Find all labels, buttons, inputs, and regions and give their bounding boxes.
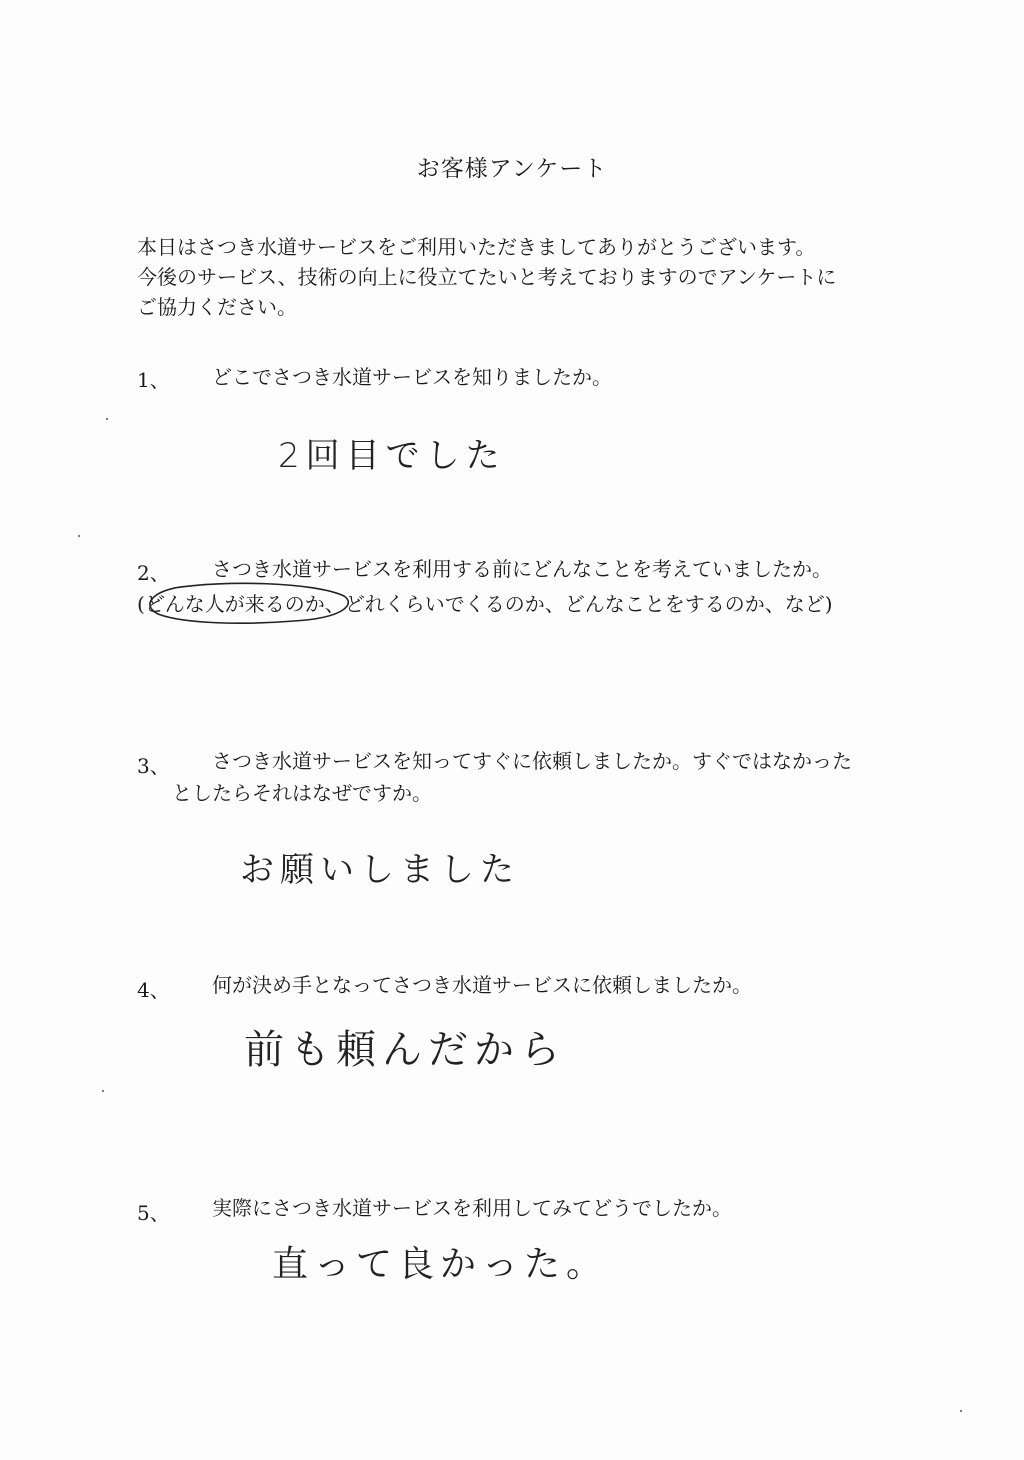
scan-speck [106, 418, 108, 420]
question-2-number: 2、 [137, 561, 170, 585]
intro-line: ご協力ください。 [137, 295, 297, 319]
question-3-text-line2: としたらそれはなぜですか。 [172, 781, 432, 805]
question-4-number: 4、 [137, 978, 170, 1002]
scan-speck [78, 535, 80, 537]
hint-circled-option: どんな人が来るのか、 [144, 592, 345, 616]
question-2-text: さつき水道サービスを利用する前にどんなことを考えていましたか。 [212, 557, 832, 581]
question-3-answer: お願いしました [240, 850, 520, 890]
question-3-number: 3、 [137, 754, 170, 778]
intro-line: 今後のサービス、技術の向上に役立てたいと考えておりますのでアンケートに [137, 265, 837, 289]
hint-other-options: どれくらいでくるのか、どんなことをするのか、など) [344, 592, 833, 616]
question-2-hint [137, 588, 833, 617]
question-3-text-line1: さつき水道サービスを知ってすぐに依頼しましたか。すぐではなかった [212, 749, 852, 773]
question-1-text: どこでさつき水道サービスを知りましたか。 [212, 365, 612, 389]
question-1-number: 1、 [137, 368, 170, 392]
hint-open-paren: ( [137, 592, 145, 616]
scan-speck [960, 1410, 962, 1412]
question-5-answer: 直って良かった。 [272, 1244, 609, 1285]
intro-paragraph [137, 232, 897, 322]
scan-speck [102, 1090, 104, 1092]
intro-line: 本日はさつき水道サービスをご利用いただきましてありがとうございます。 [137, 235, 816, 259]
question-5-number: 5、 [137, 1201, 170, 1225]
question-5-text: 実際にさつき水道サービスを利用してみてどうでしたか。 [212, 1196, 732, 1220]
question-4-text: 何が決め手となってさつき水道サービスに依頼しましたか。 [212, 973, 752, 997]
question-4-answer: 前も頼んだから [244, 1027, 566, 1073]
survey-title: お客様アンケート [416, 156, 608, 182]
question-1-answer: 2回目でした [278, 436, 506, 476]
